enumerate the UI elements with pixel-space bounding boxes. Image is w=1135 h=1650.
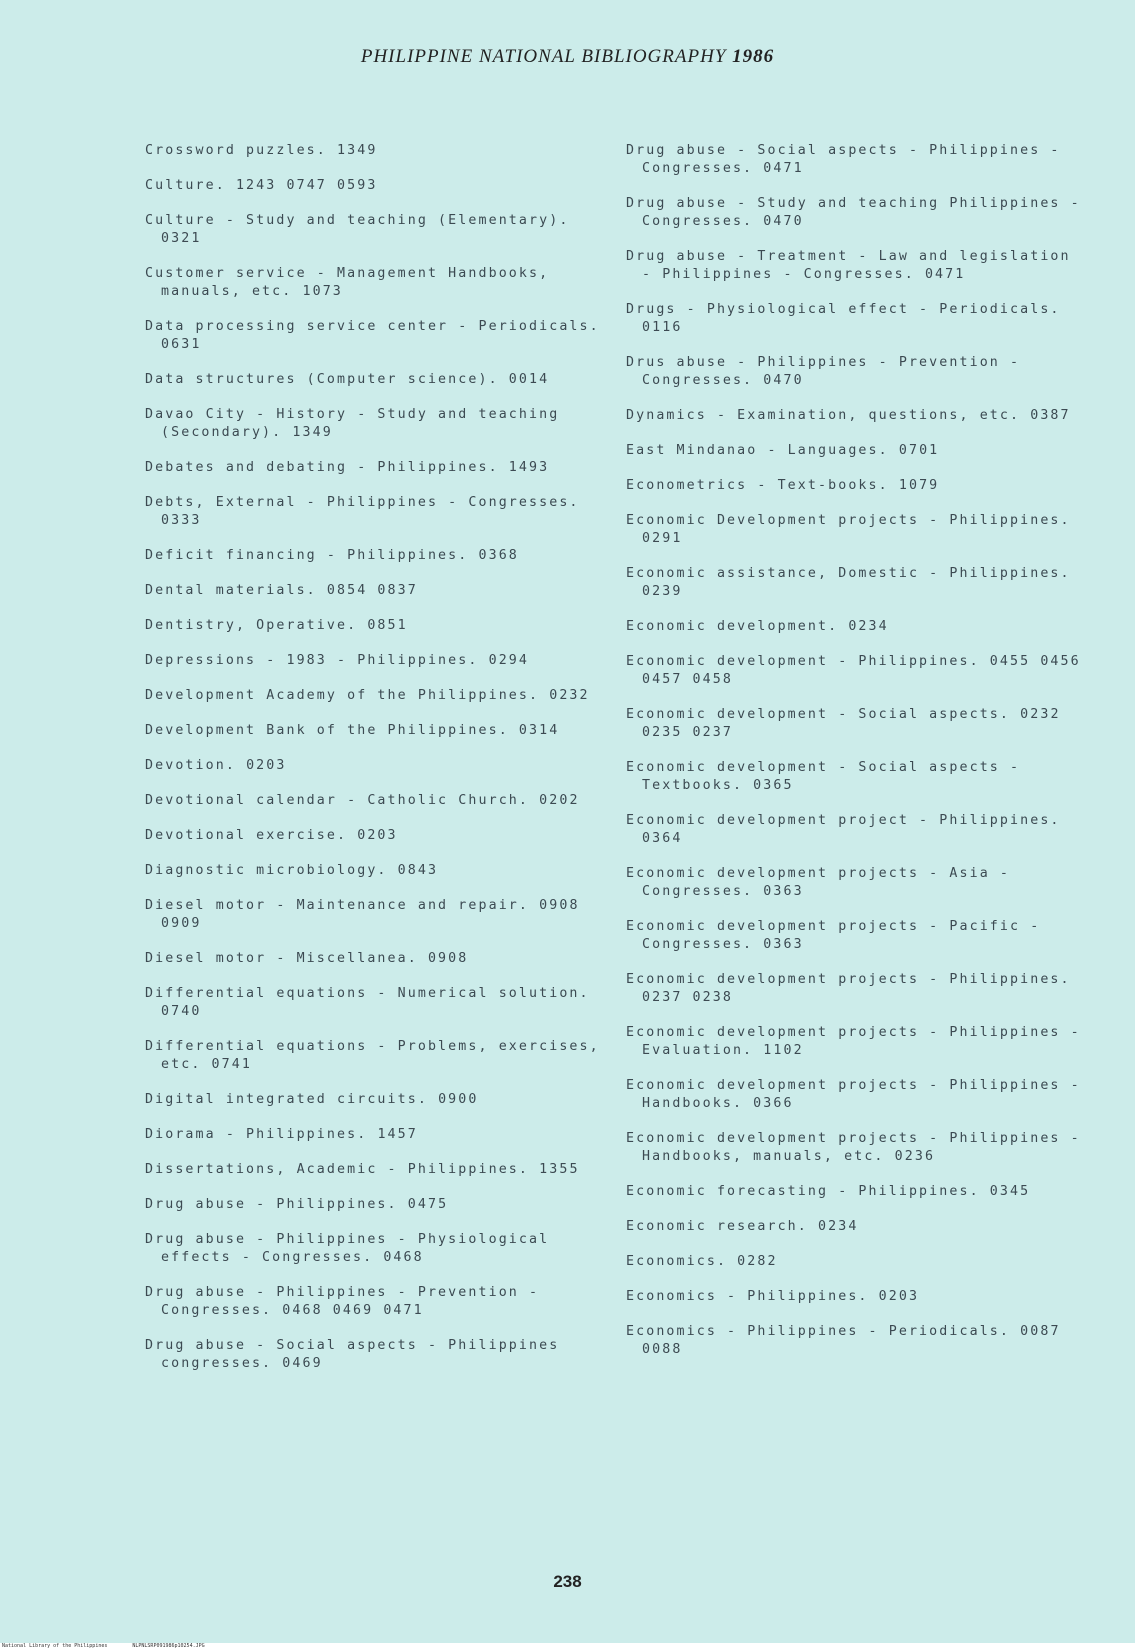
entry-references: 0203 bbox=[357, 828, 398, 843]
index-entry bbox=[145, 1126, 610, 1144]
page-number: 238 bbox=[553, 1572, 582, 1591]
index-entry bbox=[145, 582, 610, 600]
entry-heading: Diorama - Philippines. bbox=[145, 1127, 378, 1142]
entry-references: 0387 bbox=[1030, 408, 1071, 423]
entry-references: 0843 bbox=[397, 863, 439, 878]
entry-heading: Deficit financing - Philippines. bbox=[145, 548, 479, 563]
entry-heading: Economic development project - Philippines. bbox=[626, 813, 1061, 828]
entry-heading: Debts, External - Philippines - Congresses. bbox=[145, 495, 580, 510]
index-entry bbox=[626, 1077, 1081, 1113]
entry-references: 0321 bbox=[161, 231, 202, 246]
entry-references: 0900 bbox=[438, 1092, 479, 1107]
index-entry bbox=[145, 897, 610, 933]
index-entry bbox=[626, 407, 1081, 425]
index-entry bbox=[626, 195, 1081, 231]
entry-heading: Diesel motor - Miscellanea. bbox=[145, 951, 428, 966]
index-entry bbox=[145, 318, 610, 354]
entry-heading: Diesel motor - Maintenance and repair. bbox=[145, 898, 540, 913]
entry-heading: Digital integrated circuits. bbox=[145, 1092, 439, 1107]
entry-heading: Davao City - History - Study and teaching (Secondary). bbox=[145, 407, 560, 440]
index-entry bbox=[626, 442, 1081, 460]
entry-heading: Data processing service center - Periodicals. bbox=[145, 319, 600, 334]
index-entry bbox=[626, 1288, 1081, 1306]
entry-references: 0232 0235 0237 bbox=[642, 707, 1061, 740]
entry-heading: Economic development projects - Pacific - Congresses. bbox=[626, 919, 1041, 952]
index-entry bbox=[626, 1183, 1081, 1201]
entry-references: 0908 bbox=[427, 951, 469, 966]
entry-references: 0234 bbox=[818, 1219, 859, 1234]
entry-references: 0470 bbox=[763, 214, 804, 229]
entry-references: 1349 bbox=[337, 143, 378, 158]
index-column-left bbox=[145, 142, 610, 1390]
entry-heading: Drug abuse - Social aspects - Philippines - Congresses. bbox=[626, 143, 1061, 176]
entry-references: 0014 bbox=[508, 372, 550, 387]
entry-references: 0236 bbox=[894, 1149, 936, 1164]
entry-heading: Drus abuse - Philippines - Prevention - Congresses. bbox=[626, 355, 1021, 388]
bibliography-year: 1986 bbox=[732, 46, 775, 67]
entry-heading: Economic Development projects - Philippines. bbox=[626, 513, 1071, 528]
index-entry bbox=[626, 477, 1081, 495]
index-entry bbox=[626, 301, 1081, 337]
entry-references: 0363 bbox=[763, 937, 804, 952]
index-entry bbox=[145, 1161, 610, 1179]
entry-references: 0203 bbox=[246, 758, 287, 773]
index-entry bbox=[145, 1038, 610, 1074]
entry-references: 1073 bbox=[302, 284, 343, 299]
entry-references: 0239 bbox=[642, 584, 683, 599]
index-entry bbox=[626, 248, 1081, 284]
entry-references: 0471 bbox=[924, 267, 966, 282]
entry-heading: Economic research. bbox=[626, 1219, 819, 1234]
footer-filename: NLPNLSRP091986p10254.JPG bbox=[132, 1643, 205, 1649]
entry-heading: Differential equations - Problems, exercises, etc. bbox=[145, 1039, 600, 1072]
index-entry bbox=[145, 617, 610, 635]
entry-heading: East Mindanao - Languages. bbox=[626, 443, 899, 458]
entry-heading: Economic development - Social aspects. bbox=[626, 707, 1021, 722]
entry-references: 0854 0837 bbox=[326, 583, 418, 598]
entry-references: 1243 0747 0593 bbox=[235, 178, 378, 193]
index-entry bbox=[626, 1218, 1081, 1236]
entry-references: 0908 0909 bbox=[161, 898, 580, 931]
index-entry bbox=[626, 971, 1081, 1007]
index-entry bbox=[626, 565, 1081, 601]
index-entry bbox=[145, 547, 610, 565]
entry-heading: Economics - Philippines. bbox=[626, 1289, 879, 1304]
entry-heading: Economic assistance, Domestic - Philippines. bbox=[626, 566, 1071, 581]
entry-heading: Economic development projects - Philippines - Handbooks. bbox=[626, 1078, 1081, 1111]
entry-references: 1349 bbox=[292, 425, 333, 440]
entry-heading: Drug abuse - Philippines - Physiological effects - Congresses. bbox=[145, 1232, 550, 1265]
entry-references: 0234 bbox=[848, 619, 889, 634]
entry-references: 0701 bbox=[898, 443, 940, 458]
entry-references: 0740 bbox=[161, 1004, 202, 1019]
entry-heading: Economic development - Philippines. bbox=[626, 654, 990, 669]
index-entry bbox=[626, 759, 1081, 795]
index-entry bbox=[145, 1284, 610, 1320]
entry-references: 0365 bbox=[753, 778, 794, 793]
entry-heading: Economics - Philippines - Periodicals. bbox=[626, 1324, 1021, 1339]
bibliography-title: PHILIPPINE NATIONAL BIBLIOGRAPHY bbox=[360, 46, 727, 67]
entry-heading: Devotion. bbox=[145, 758, 247, 773]
index-entry bbox=[145, 950, 610, 968]
index-entry bbox=[626, 618, 1081, 636]
index-entry bbox=[145, 1196, 610, 1214]
index-entry bbox=[145, 1337, 610, 1373]
index-entry bbox=[145, 406, 610, 442]
entry-references: 0366 bbox=[753, 1096, 794, 1111]
entry-heading: Econometrics - Text-books. bbox=[626, 478, 899, 493]
entry-heading: Data structures (Computer science). bbox=[145, 372, 509, 387]
entry-heading: Devotional exercise. bbox=[145, 828, 358, 843]
index-entry bbox=[145, 652, 610, 670]
entry-references: 0368 bbox=[478, 548, 519, 563]
index-entry bbox=[145, 792, 610, 810]
index-entry bbox=[145, 265, 610, 301]
scan-footer bbox=[0, 1643, 1135, 1650]
entry-heading: Economic development. bbox=[626, 619, 849, 634]
entry-heading: Culture. bbox=[145, 178, 236, 193]
index-entry bbox=[145, 827, 610, 845]
entry-heading: Economic development projects - Philippines - Handbooks, manuals, etc. bbox=[626, 1131, 1081, 1164]
index-entry bbox=[626, 1323, 1081, 1359]
entry-references: 0291 bbox=[642, 531, 683, 546]
index-column-right bbox=[626, 142, 1081, 1376]
entry-references: 0364 bbox=[642, 831, 683, 846]
index-entry bbox=[626, 918, 1081, 954]
index-entry bbox=[145, 722, 610, 740]
entry-heading: Drug abuse - Treatment - Law and legislation - Philippines - Congresses. bbox=[626, 249, 1071, 282]
entry-references: 0232 bbox=[549, 688, 590, 703]
index-entry bbox=[626, 1253, 1081, 1271]
index-entry bbox=[145, 177, 610, 195]
entry-heading: Debates and debating - Philippines. bbox=[145, 460, 509, 475]
index-entry bbox=[145, 1231, 610, 1267]
index-entry bbox=[626, 1130, 1081, 1166]
entry-references: 0237 0238 bbox=[642, 990, 733, 1005]
entry-references: 0468 0469 0471 bbox=[282, 1303, 424, 1318]
entry-heading: Economics. bbox=[626, 1254, 738, 1269]
entry-references: 0469 bbox=[282, 1356, 323, 1371]
entry-heading: Economic development projects - Philippines. bbox=[626, 972, 1071, 987]
running-header bbox=[0, 46, 1135, 68]
entry-heading: Culture - Study and teaching (Elementary). bbox=[145, 213, 570, 228]
index-entry bbox=[626, 512, 1081, 548]
entry-heading: Drugs - Physiological effect - Periodicals. bbox=[626, 302, 1061, 317]
index-entry bbox=[145, 459, 610, 477]
entry-heading: Diagnostic microbiology. bbox=[145, 863, 398, 878]
index-entry bbox=[145, 687, 610, 705]
entry-references: 0282 bbox=[737, 1254, 778, 1269]
entry-references: 0470 bbox=[763, 373, 804, 388]
entry-references: 1355 bbox=[539, 1162, 580, 1177]
index-entry bbox=[145, 212, 610, 248]
index-entry bbox=[145, 142, 610, 160]
entry-references: 1102 bbox=[763, 1043, 804, 1058]
entry-heading: Depressions - 1983 - Philippines. bbox=[145, 653, 489, 668]
index-entry bbox=[626, 653, 1081, 689]
entry-heading: Dynamics - Examination, questions, etc. bbox=[626, 408, 1031, 423]
index-entry bbox=[145, 862, 610, 880]
index-entry bbox=[145, 371, 610, 389]
index-entry bbox=[626, 706, 1081, 742]
entry-heading: Drug abuse - Study and teaching Philippines - Congresses. bbox=[626, 196, 1081, 229]
entry-heading: Differential equations - Numerical solution. bbox=[145, 986, 590, 1001]
index-entry bbox=[145, 757, 610, 775]
entry-references: 1493 bbox=[508, 460, 550, 475]
index-entry bbox=[626, 865, 1081, 901]
entry-heading: Drug abuse - Social aspects - Philippines congresses. bbox=[145, 1338, 560, 1371]
entry-heading: Devotional calendar - Catholic Church. bbox=[145, 793, 540, 808]
entry-references: 0345 bbox=[989, 1184, 1031, 1199]
entry-heading: Crossword puzzles. bbox=[145, 143, 338, 158]
entry-references: 0294 bbox=[488, 653, 530, 668]
entry-references: 0314 bbox=[518, 723, 560, 738]
index-entry bbox=[145, 494, 610, 530]
entry-references: 1079 bbox=[898, 478, 940, 493]
index-entry bbox=[145, 985, 610, 1021]
entry-references: 0471 bbox=[763, 161, 804, 176]
entry-references: 0202 bbox=[539, 793, 580, 808]
index-entry bbox=[626, 354, 1081, 390]
entry-heading: Economic development - Social aspects - Textbooks. bbox=[626, 760, 1021, 793]
index-entry bbox=[626, 1024, 1081, 1060]
entry-references: 1457 bbox=[377, 1127, 418, 1142]
entry-heading: Dental materials. bbox=[145, 583, 327, 598]
entry-heading: Dissertations, Academic - Philippines. bbox=[145, 1162, 540, 1177]
entry-heading: Development Academy of the Philippines. bbox=[145, 688, 550, 703]
entry-heading: Drug abuse - Philippines - Prevention - Congresses. bbox=[145, 1285, 540, 1318]
entry-heading: Dentistry, Operative. bbox=[145, 618, 368, 633]
entry-references: 0203 bbox=[878, 1289, 920, 1304]
entry-heading: Economic development projects - Asia - Congresses. bbox=[626, 866, 1011, 899]
entry-references: 0363 bbox=[763, 884, 804, 899]
entry-heading: Development Bank of the Philippines. bbox=[145, 723, 519, 738]
entry-references: 0333 bbox=[161, 513, 202, 528]
entry-references: 0455 0456 0457 0458 bbox=[642, 654, 1081, 687]
entry-references: 0631 bbox=[161, 337, 202, 352]
entry-references: 0468 bbox=[383, 1250, 424, 1265]
entry-heading: Economic forecasting - Philippines. bbox=[626, 1184, 990, 1199]
footer-library: National Library of the Philippines bbox=[2, 1643, 108, 1649]
entry-references: 0741 bbox=[211, 1057, 252, 1072]
entry-references: 0087 0088 bbox=[642, 1324, 1061, 1357]
entry-heading: Economic development projects - Philippines - Evaluation. bbox=[626, 1025, 1081, 1058]
index-entry bbox=[626, 812, 1081, 848]
entry-heading: Drug abuse - Philippines. bbox=[145, 1197, 408, 1212]
entry-references: 0475 bbox=[407, 1197, 449, 1212]
index-entry bbox=[145, 1091, 610, 1109]
entry-references: 0116 bbox=[642, 320, 683, 335]
index-entry bbox=[626, 142, 1081, 178]
entry-heading: Customer service - Management Handbooks, manuals, etc. bbox=[145, 266, 550, 299]
entry-references: 0851 bbox=[367, 618, 408, 633]
